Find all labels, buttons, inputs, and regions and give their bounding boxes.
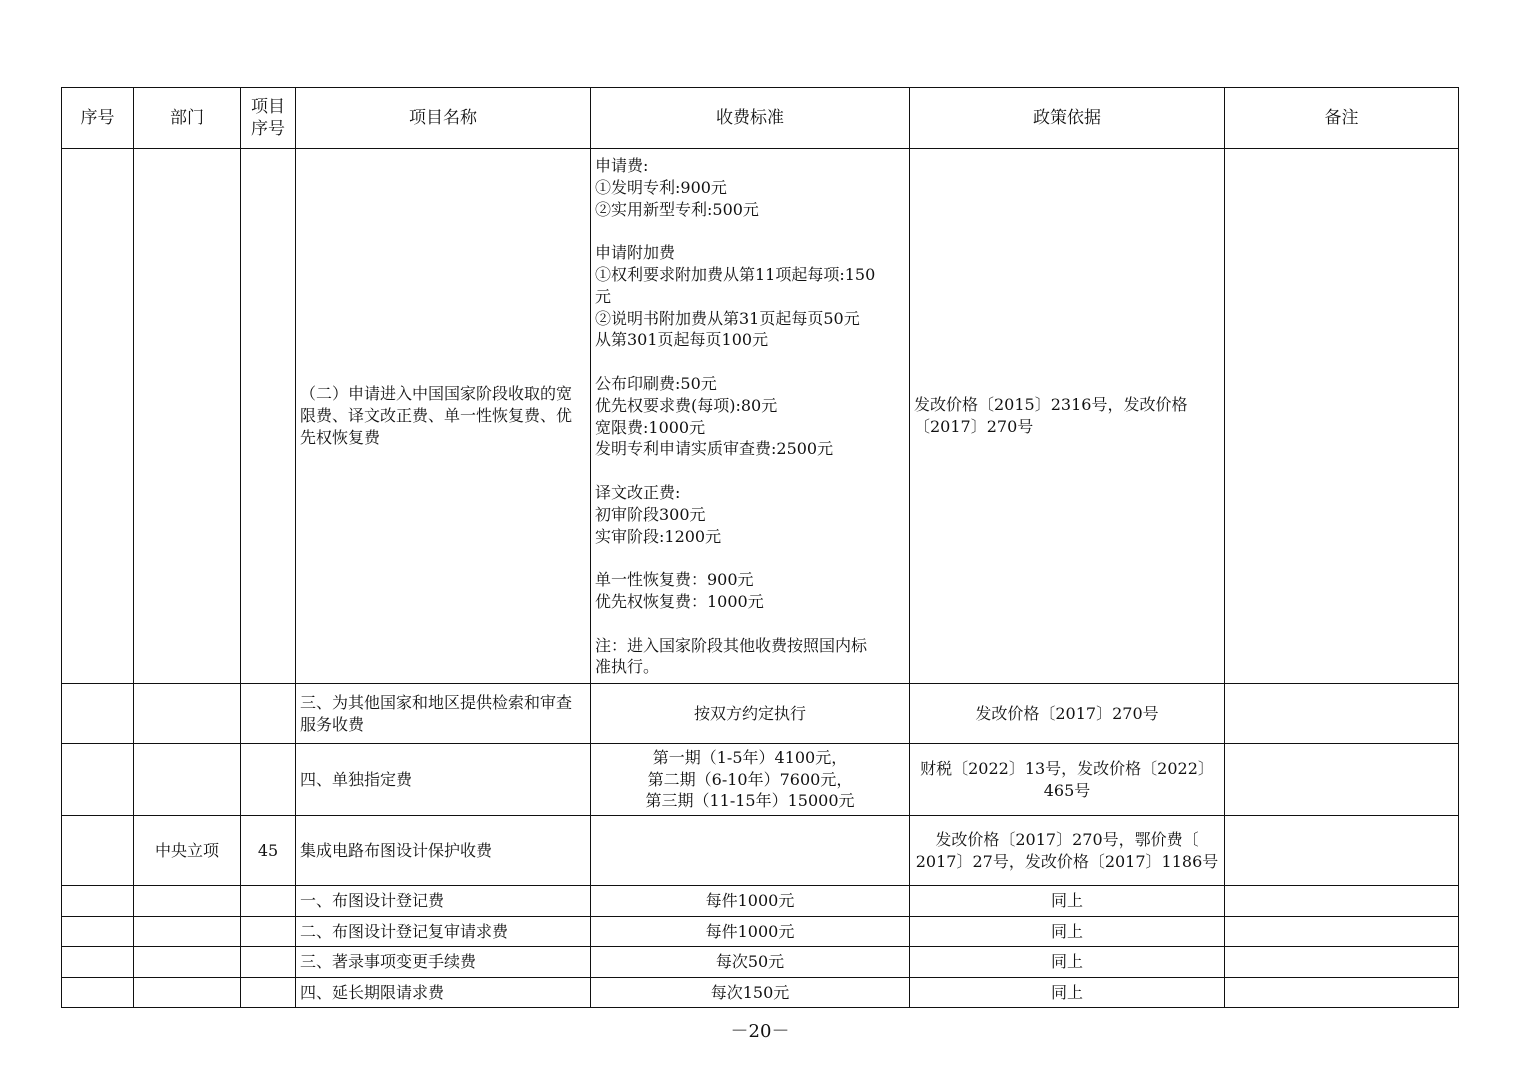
cell-item-name: 三、为其他国家和地区提供检索和审查服务收费	[296, 684, 591, 744]
table-row	[62, 917, 1459, 947]
cell-policy: 同上	[910, 886, 1225, 917]
fee-line: 第二期（6-10年）7600元，	[647, 769, 853, 789]
fee-line: ①发明专利:900元	[595, 177, 727, 197]
cell-remarks	[1225, 947, 1459, 978]
cell-item-name: （二）申请进入中国国家阶段收取的宽限费、译文改正费、单一性恢复费、优先权恢复费	[296, 149, 591, 684]
policy-line: 发改价格〔2017〕270号，鄂价费〔	[935, 829, 1199, 849]
cell-item-seq	[241, 917, 296, 947]
fee-line: 宽限费:1000元	[595, 417, 706, 437]
cell-policy	[910, 744, 1225, 816]
fee-lines	[595, 747, 905, 812]
cell-policy: 同上	[910, 947, 1225, 978]
cell-policy	[910, 816, 1225, 886]
fee-line: 发明专利申请实质审查费:2500元	[595, 439, 834, 459]
cell-policy: 发改价格〔2017〕270号	[910, 684, 1225, 744]
table-row	[62, 744, 1459, 816]
policy-line: 2017〕27号，发改价格〔2017〕1186号	[915, 851, 1219, 871]
cell-seq	[62, 684, 134, 744]
cell-fee-standard	[591, 744, 910, 816]
header-policy: 政策依据	[910, 88, 1225, 149]
header-item-seq-line1: 项目	[251, 97, 285, 117]
cell-remarks	[1225, 886, 1459, 917]
cell-item-name: 三、著录事项变更手续费	[296, 947, 591, 978]
policy-line: 465号	[1043, 780, 1091, 800]
cell-seq	[62, 816, 134, 886]
fee-line	[595, 220, 905, 242]
fee-line: ②实用新型专利:500元	[595, 199, 759, 219]
cell-fee-standard: 每件1000元	[591, 917, 910, 947]
cell-item-seq	[241, 149, 296, 684]
cell-item-seq	[241, 947, 296, 978]
cell-policy: 同上	[910, 917, 1225, 947]
fee-line: 优先权恢复费：1000元	[595, 591, 764, 611]
cell-item-seq: 45	[241, 816, 296, 886]
cell-item-name: 四、延长期限请求费	[296, 978, 591, 1008]
cell-item-name: 二、布图设计登记复审请求费	[296, 917, 591, 947]
fee-line: 申请附加费	[595, 243, 676, 263]
fee-line: 从第301页起每页100元	[595, 330, 769, 350]
cell-seq	[62, 149, 134, 684]
header-dept: 部门	[134, 88, 241, 149]
fee-line: 第三期（11-15年）15000元	[645, 791, 855, 811]
cell-dept	[134, 744, 241, 816]
fee-line	[595, 351, 905, 373]
cell-dept	[134, 947, 241, 978]
cell-seq	[62, 886, 134, 917]
cell-seq	[62, 917, 134, 947]
fee-line: 单一性恢复费：900元	[595, 570, 754, 590]
cell-remarks	[1225, 917, 1459, 947]
page-number: －20－	[730, 1021, 790, 1042]
cell-remarks	[1225, 816, 1459, 886]
cell-dept	[134, 684, 241, 744]
header-fee-standard: 收费标准	[591, 88, 910, 149]
fee-line: 公布印刷费:50元	[595, 373, 717, 393]
cell-fee-standard: 每次150元	[591, 978, 910, 1008]
fee-line: ②说明书附加费从第31页起每页50元	[595, 308, 860, 328]
fee-lines	[595, 155, 905, 678]
fee-line: 申请费:	[595, 156, 649, 175]
fee-line: 准执行。	[595, 657, 660, 677]
header-item-seq	[241, 88, 296, 149]
cell-seq	[62, 947, 134, 978]
cell-remarks	[1225, 744, 1459, 816]
table-row	[62, 978, 1459, 1008]
cell-seq	[62, 744, 134, 816]
fee-line: 初审阶段300元	[595, 504, 706, 524]
cell-item-seq	[241, 978, 296, 1008]
cell-remarks	[1225, 978, 1459, 1008]
header-item-name: 项目名称	[296, 88, 591, 149]
cell-fee-standard	[591, 149, 910, 684]
cell-fee-standard: 每件1000元	[591, 886, 910, 917]
fee-line: ①权利要求附加费从第11项起每项:150	[595, 264, 876, 284]
header-seq: 序号	[62, 88, 134, 149]
header-row	[62, 88, 1459, 149]
table-row	[62, 816, 1459, 886]
cell-fee-standard	[591, 816, 910, 886]
fee-line	[595, 547, 905, 569]
fee-line	[595, 613, 905, 635]
fee-line: 实审阶段:1200元	[595, 526, 722, 546]
cell-seq	[62, 978, 134, 1008]
cell-fee-standard: 每次50元	[591, 947, 910, 978]
cell-item-seq	[241, 744, 296, 816]
fee-line: 元	[595, 286, 612, 306]
cell-dept: 中央立项	[134, 816, 241, 886]
cell-dept	[134, 917, 241, 947]
cell-item-name: 集成电路布图设计保护收费	[296, 816, 591, 886]
cell-dept	[134, 149, 241, 684]
cell-item-name: 一、布图设计登记费	[296, 886, 591, 917]
fee-table	[61, 87, 1459, 1008]
policy-line: 财税〔2022〕13号，发改价格〔2022〕	[920, 758, 1214, 778]
table-row	[62, 886, 1459, 917]
fee-line: 优先权要求费(每项):80元	[595, 395, 778, 415]
cell-item-seq	[241, 886, 296, 917]
cell-dept	[134, 886, 241, 917]
cell-remarks	[1225, 149, 1459, 684]
cell-policy: 同上	[910, 978, 1225, 1008]
fee-line: 注：进入国家阶段其他收费按照国内标	[595, 635, 868, 655]
fee-line: 第一期（1-5年）4100元，	[652, 747, 848, 767]
table-row	[62, 149, 1459, 684]
fee-line: 译文改正费:	[595, 482, 681, 502]
cell-dept	[134, 978, 241, 1008]
cell-fee-standard: 按双方约定执行	[591, 684, 910, 744]
cell-item-name: 四、单独指定费	[296, 744, 591, 816]
cell-item-seq	[241, 684, 296, 744]
fee-line	[595, 460, 905, 482]
table-row	[62, 684, 1459, 744]
cell-policy: 发改价格〔2015〕2316号，发改价格〔2017〕270号	[910, 149, 1225, 684]
cell-remarks	[1225, 684, 1459, 744]
table-row	[62, 947, 1459, 978]
header-remarks: 备注	[1225, 88, 1459, 149]
header-item-seq-line2: 序号	[251, 119, 285, 139]
